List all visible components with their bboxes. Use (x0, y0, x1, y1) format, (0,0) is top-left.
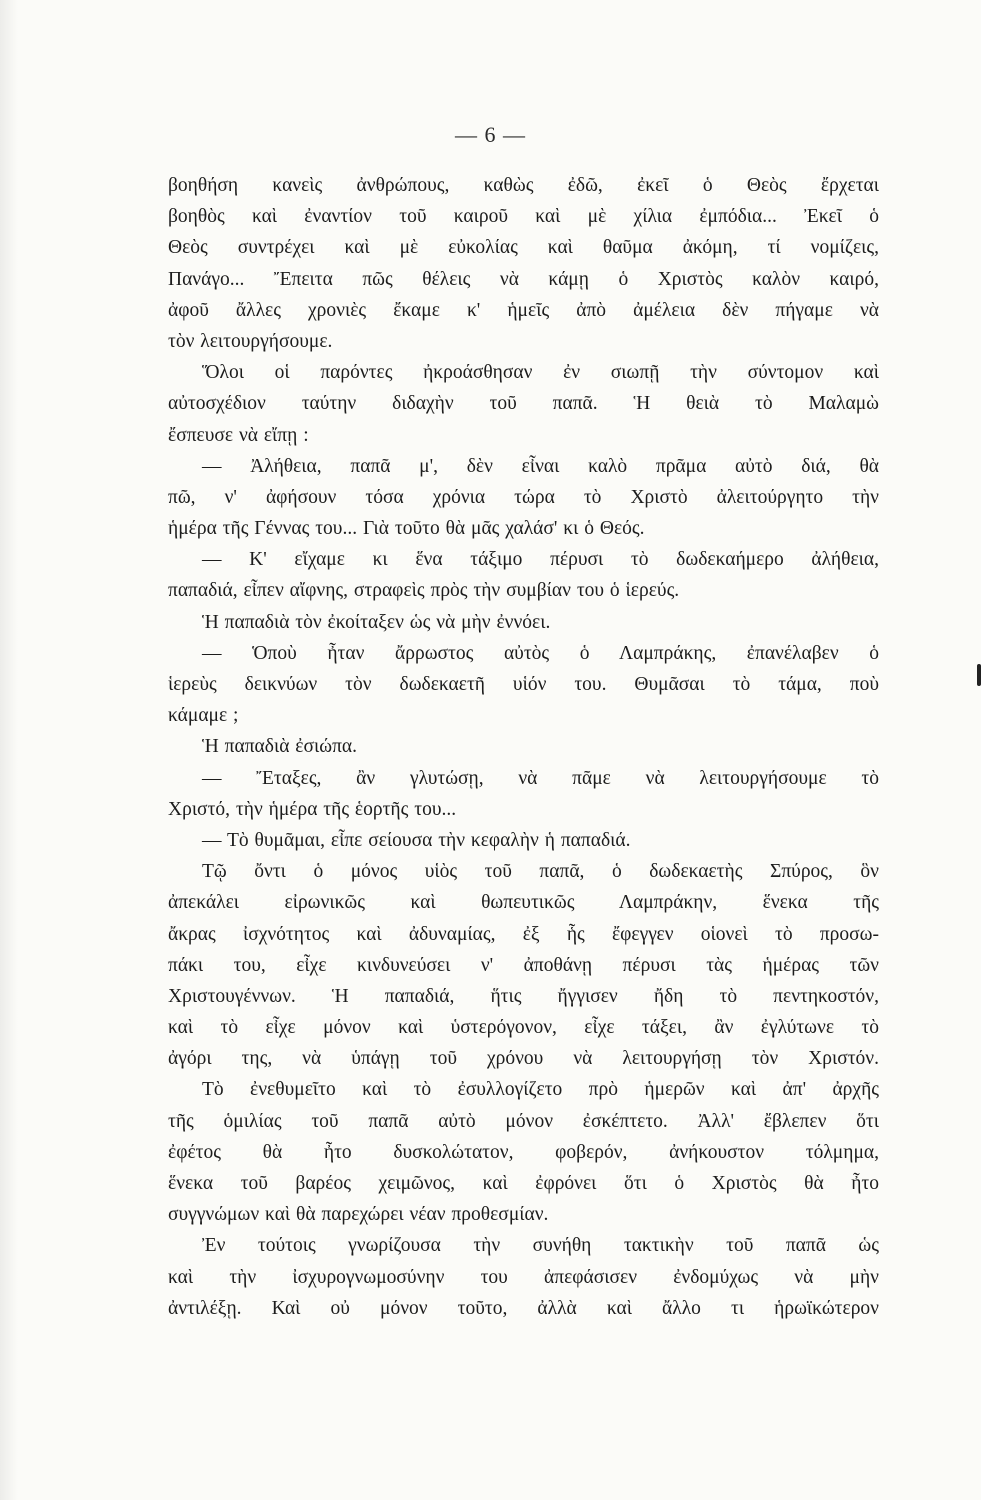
text-line: — Τὸ θυμᾶμαι, εἶπε σείουσα τὴν κεφαλὴν ἡ παπαδιά. (202, 829, 631, 851)
text-line: Ἡ παπαδιὰ τὸν ἐκοίταξεν ὡς νὰ μὴν ἐννόει. (202, 611, 551, 633)
text-line: ἀγόρι της, νὰ ὑπάγῃ τοῦ χρόνου νὰ λειτουργήσῃ τὸν Χριστόν. (168, 1048, 879, 1070)
text-line: ἀντιλέξῃ. Καὶ οὐ μόνον τοῦτο, ἀλλὰ καὶ ἄλλο τι ἡρωϊκώτερον (168, 1297, 879, 1319)
text-line: — Ἀλήθεια, παπᾶ μ', δὲν εἶναι καλὸ πρᾶμα αὐτὸ διά, θὰ (202, 455, 879, 477)
text-line: Χριστουγέννων. Ἡ παπαδιά, ἥτις ἤγγισεν ἤδη τὸ πεντηκοστόν, (168, 985, 879, 1007)
text-line: ἕνεκα τοῦ βαρέος χειμῶνος, καὶ ἐφρόνει ὅτι ὁ Χριστὸς θὰ ἦτο (168, 1173, 879, 1194)
text-line: — Κ' εἴχαμε κι ἕνα τάξιμο πέρυσι τὸ δωδεκαήμερο ἀλήθεια, (202, 549, 879, 571)
text-line: Τῷ ὄντι ὁ μόνος υἱὸς τοῦ παπᾶ, ὁ δωδεκαετὴς Σπύρος, ὃν (202, 861, 879, 883)
text-line: πῶ, ν' ἀφήσουν τόσα χρόνια τώρα τὸ Χριστὸ ἀλειτούργητο τὴν (168, 486, 879, 508)
text-line: πάκι του, εἶχε κινδυνεύσει ν' ἀποθάνῃ πέρυσι τὰς ἡμέρας τῶν (168, 954, 879, 976)
text-line: αὐτοσχέδιον ταύτην διδαχὴν τοῦ παπᾶ. Ἡ θειὰ τὸ Μαλαμὼ (168, 393, 879, 415)
text-line: Ἡ παπαδιὰ ἐσιώπα. (202, 736, 358, 758)
text-line: Χριστό, τὴν ἡμέρα τῆς ἑορτῆς του... (168, 798, 457, 820)
text-line: Πανάγο... Ἔπειτα πῶς θέλεις νὰ κάμῃ ὁ Χριστὸς καλὸν καιρό, (168, 268, 879, 290)
text-line: καὶ τὸ εἶχε μόνον καὶ ὑστερόγονον, εἶχε τάξει, ἂν ἐγλύτωνε τὸ (168, 1017, 879, 1039)
text-line: συγγνώμων καὶ θὰ παρεχώρει νέαν προθεσμίαν. (168, 1204, 549, 1226)
text-line: ἄκρας ἰσχνότητος καὶ ἀδυναμίας, ἐξ ἧς ἔφεγγεν οἱονεὶ τὸ προσω- (168, 923, 879, 945)
text-line: Ἐν τούτοις γνωρίζουσα τὴν συνήθη τακτικὴν τοῦ παπᾶ ὡς (202, 1235, 879, 1257)
text-line: ἡμέρα τῆς Γέννας του... Γιὰ τοῦτο θὰ μᾶς χαλάσ' κι ὁ Θεός. (168, 518, 645, 540)
text-line: παπαδιά, εἶπεν αἴφνης, στραφεὶς πρὸς τὴν συμβίαν του ὁ ἱερεύς. (168, 580, 680, 602)
page-edge-mark (977, 664, 981, 686)
text-line: — Ὁποὺ ἦταν ἄρρωστος αὐτὸς ὁ Λαμπράκης, ἐπανέλαβεν ὁ (202, 642, 879, 664)
text-line: ἀπεκάλει εἰρωνικῶς καὶ θωπευτικῶς Λαμπράκην, ἕνεκα τῆς (168, 892, 879, 914)
text-line: ἐφέτος θὰ ἦτο δυσκολώτατον, φοβερόν, ἀνήκουστον τόλμημα, (168, 1141, 879, 1163)
page-number: — 6 — (455, 122, 526, 147)
text-line: καὶ τὴν ἰσχυρογνωμοσύνην του ἀπεφάσισεν ἐνδομύχως νὰ μὴν (168, 1266, 879, 1288)
text-line: τῆς ὁμιλίας τοῦ παπᾶ αὐτὸ μόνον ἐσκέπτετο. Ἀλλ' ἔβλεπεν ὅτι (168, 1110, 879, 1132)
text-line: κάμαμε ; (168, 705, 239, 727)
text-line: ἱερεὺς δεικνύων τὸν δωδεκαετῆ υἱόν του. Θυμᾶσαι τὸ τάμα, ποὺ (168, 674, 879, 695)
text-line: Τὸ ἐνεθυμεῖτο καὶ τὸ ἐσυλλογίζετο πρὸ ἡμερῶν καὶ ἀπ' ἀρχῆς (202, 1079, 879, 1101)
body-text (168, 170, 879, 1324)
text-line: τὸν λειτουργήσουμε. (168, 330, 333, 352)
text-line: Θεὸς συντρέχει καὶ μὲ εὐκολίας καὶ θαῦμα ἀκόμη, τί νομίζεις, (168, 237, 879, 259)
text-line: ἀφοῦ ἄλλες χρονιὲς ἔκαμε κ' ἡμεῖς ἀπὸ ἀμέλεια δὲν πήγαμε νὰ (168, 299, 879, 321)
text-line: βοηθὸς καὶ ἐναντίον τοῦ καιροῦ καὶ μὲ χίλια ἐμπόδια... Ἐκεῖ ὁ (168, 206, 879, 228)
text-line: ἔσπευσε νὰ εἴπῃ : (168, 424, 309, 446)
text-line: — Ἔταξες, ἂν γλυτώσῃ, νὰ πᾶμε νὰ λειτουργήσουμε τὸ (202, 767, 879, 789)
text-line: βοηθήση κανεὶς ἀνθρώπους, καθὼς ἐδῶ, ἐκεῖ ὁ Θεὸς ἔρχεται (168, 175, 879, 196)
text-line: Ὅλοι οἱ παρόντες ἠκροάσθησαν ἐν σιωπῇ τὴν σύντομον καὶ (202, 362, 879, 384)
